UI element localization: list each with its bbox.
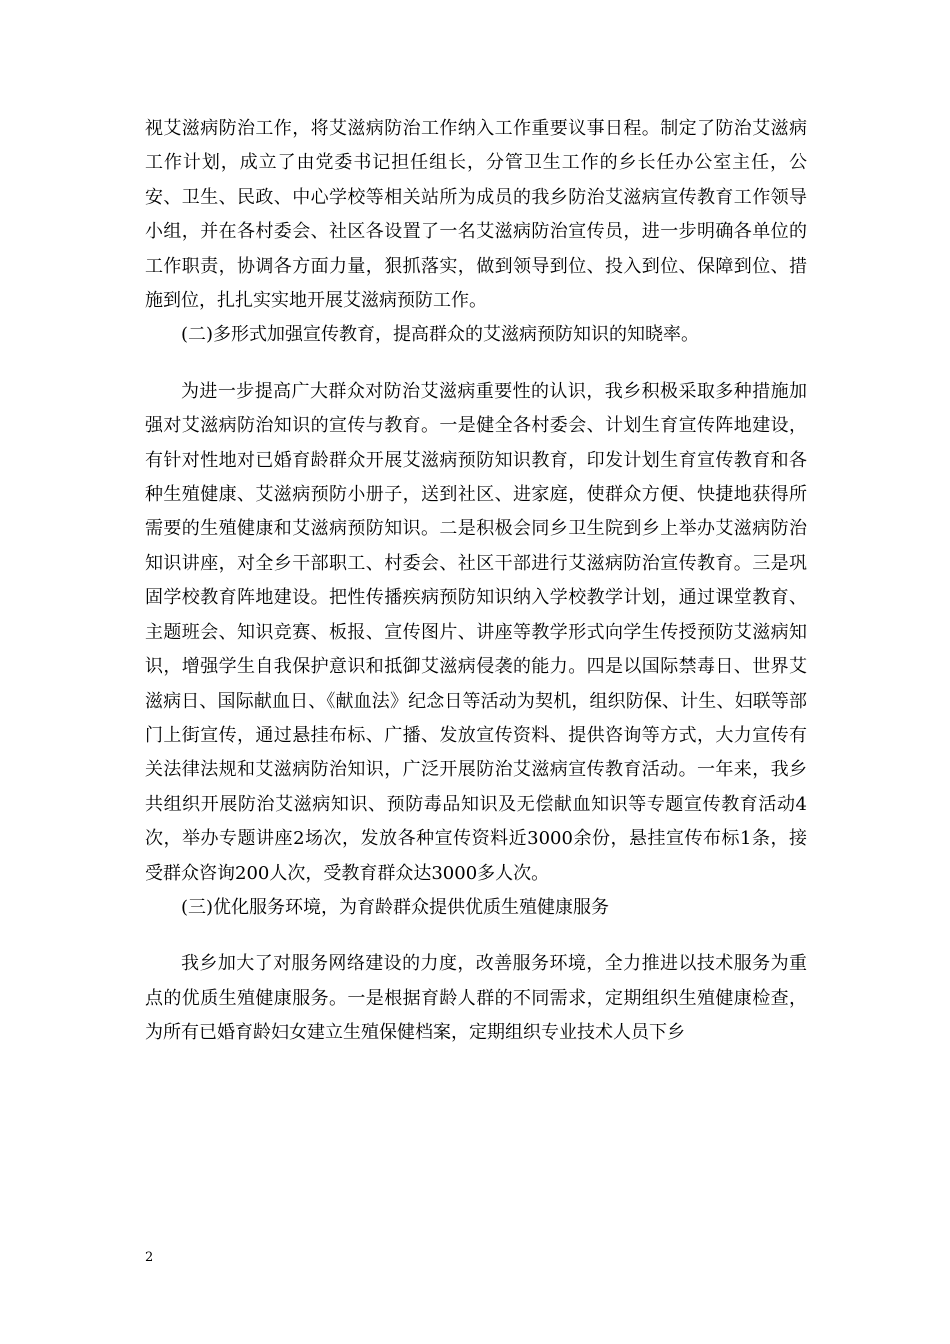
paragraph-continuation: 视艾滋病防治工作，将艾滋病防治工作纳入工作重要议事日程。制定了防治艾滋病工作计划，成立了由党委书记担任组长，分管卫生工作的乡长任办公室主任，公安、卫生、民政、中心学校等相关站所为成员的我乡防治艾滋病宣传教育工作领导小组，并在各村委会、社区各设置了一名艾滋病防治宣传员，进一步明确各单位的工作职责，协调各方面力量，狠抓落实，做到领导到位、投入到位、保障到位、措施到位，扎扎实实地开展艾滋病预防工作。: [145, 118, 807, 312]
paragraph-service-environment: 我乡加大了对服务网络建设的力度，改善服务环境，全力推进以技术服务为重点的优质生殖健康服务。一是根据育龄人群的不同需求，定期组织生殖健康检查，为所有已婚育龄妇女建立生殖保健档案，定期组织专业技术人员下乡: [145, 953, 807, 1044]
paragraph-publicity-education: 为进一步提高广大群众对防治艾滋病重要性的认识，我乡积极采取多种措施加强对艾滋病防治知识的宣传与教育。一是健全各村委会、计划生育宣传阵地建设，有针对性地对已婚育龄群众开展艾滋病预防知识教育，印发计划生育宣传教育和各种生殖健康、艾滋病预防小册子，送到社区、进家庭，使群众方便、快捷地获得所需要的生殖健康和艾滋病预防知识。二是积极会同乡卫生院到乡上举办艾滋病防治知识讲座，对全乡干部职工、村委会、社区干部进行艾滋病防治宣传教育。三是巩固学校教育阵地建设。把性传播疾病预防知识纳入学校教学计划，通过课堂教育、主题班会、知识竞赛、板报、宣传图片、讲座等教学形式向学生传授预防艾滋病知识，增强学生自我保护意识和抵御艾滋病侵袭的能力。四是以国际禁毒日、世界艾滋病日、国际献血日、《献血法》纪念日等活动为契机，组织防保、计生、妇联等部门上街宣传，通过悬挂布标、广播、发放宣传资料、提供咨询等方式，大力宣传有关法律法规和艾滋病防治知识，广泛开展防治艾滋病宣传教育活动。一年来，我乡共组织开展防治艾滋病知识、预防毒品知识及无偿献血知识等专题宣传教育活动4次，举办专题讲座2场次，发放各种宣传资料近3000余份，悬挂宣传布标1条，接受群众咨询200人次，受教育群众达3000多人次。: [145, 380, 807, 884]
page-number: 2: [145, 1250, 154, 1265]
section-heading-2: (二)多形式加强宣传教育，提高群众的艾滋病预防知识的知晓率。: [181, 324, 700, 346]
section-heading-3: (三)优化服务环境，为育龄群众提供优质生殖健康服务: [181, 896, 610, 918]
document-body: [145, 112, 807, 1051]
